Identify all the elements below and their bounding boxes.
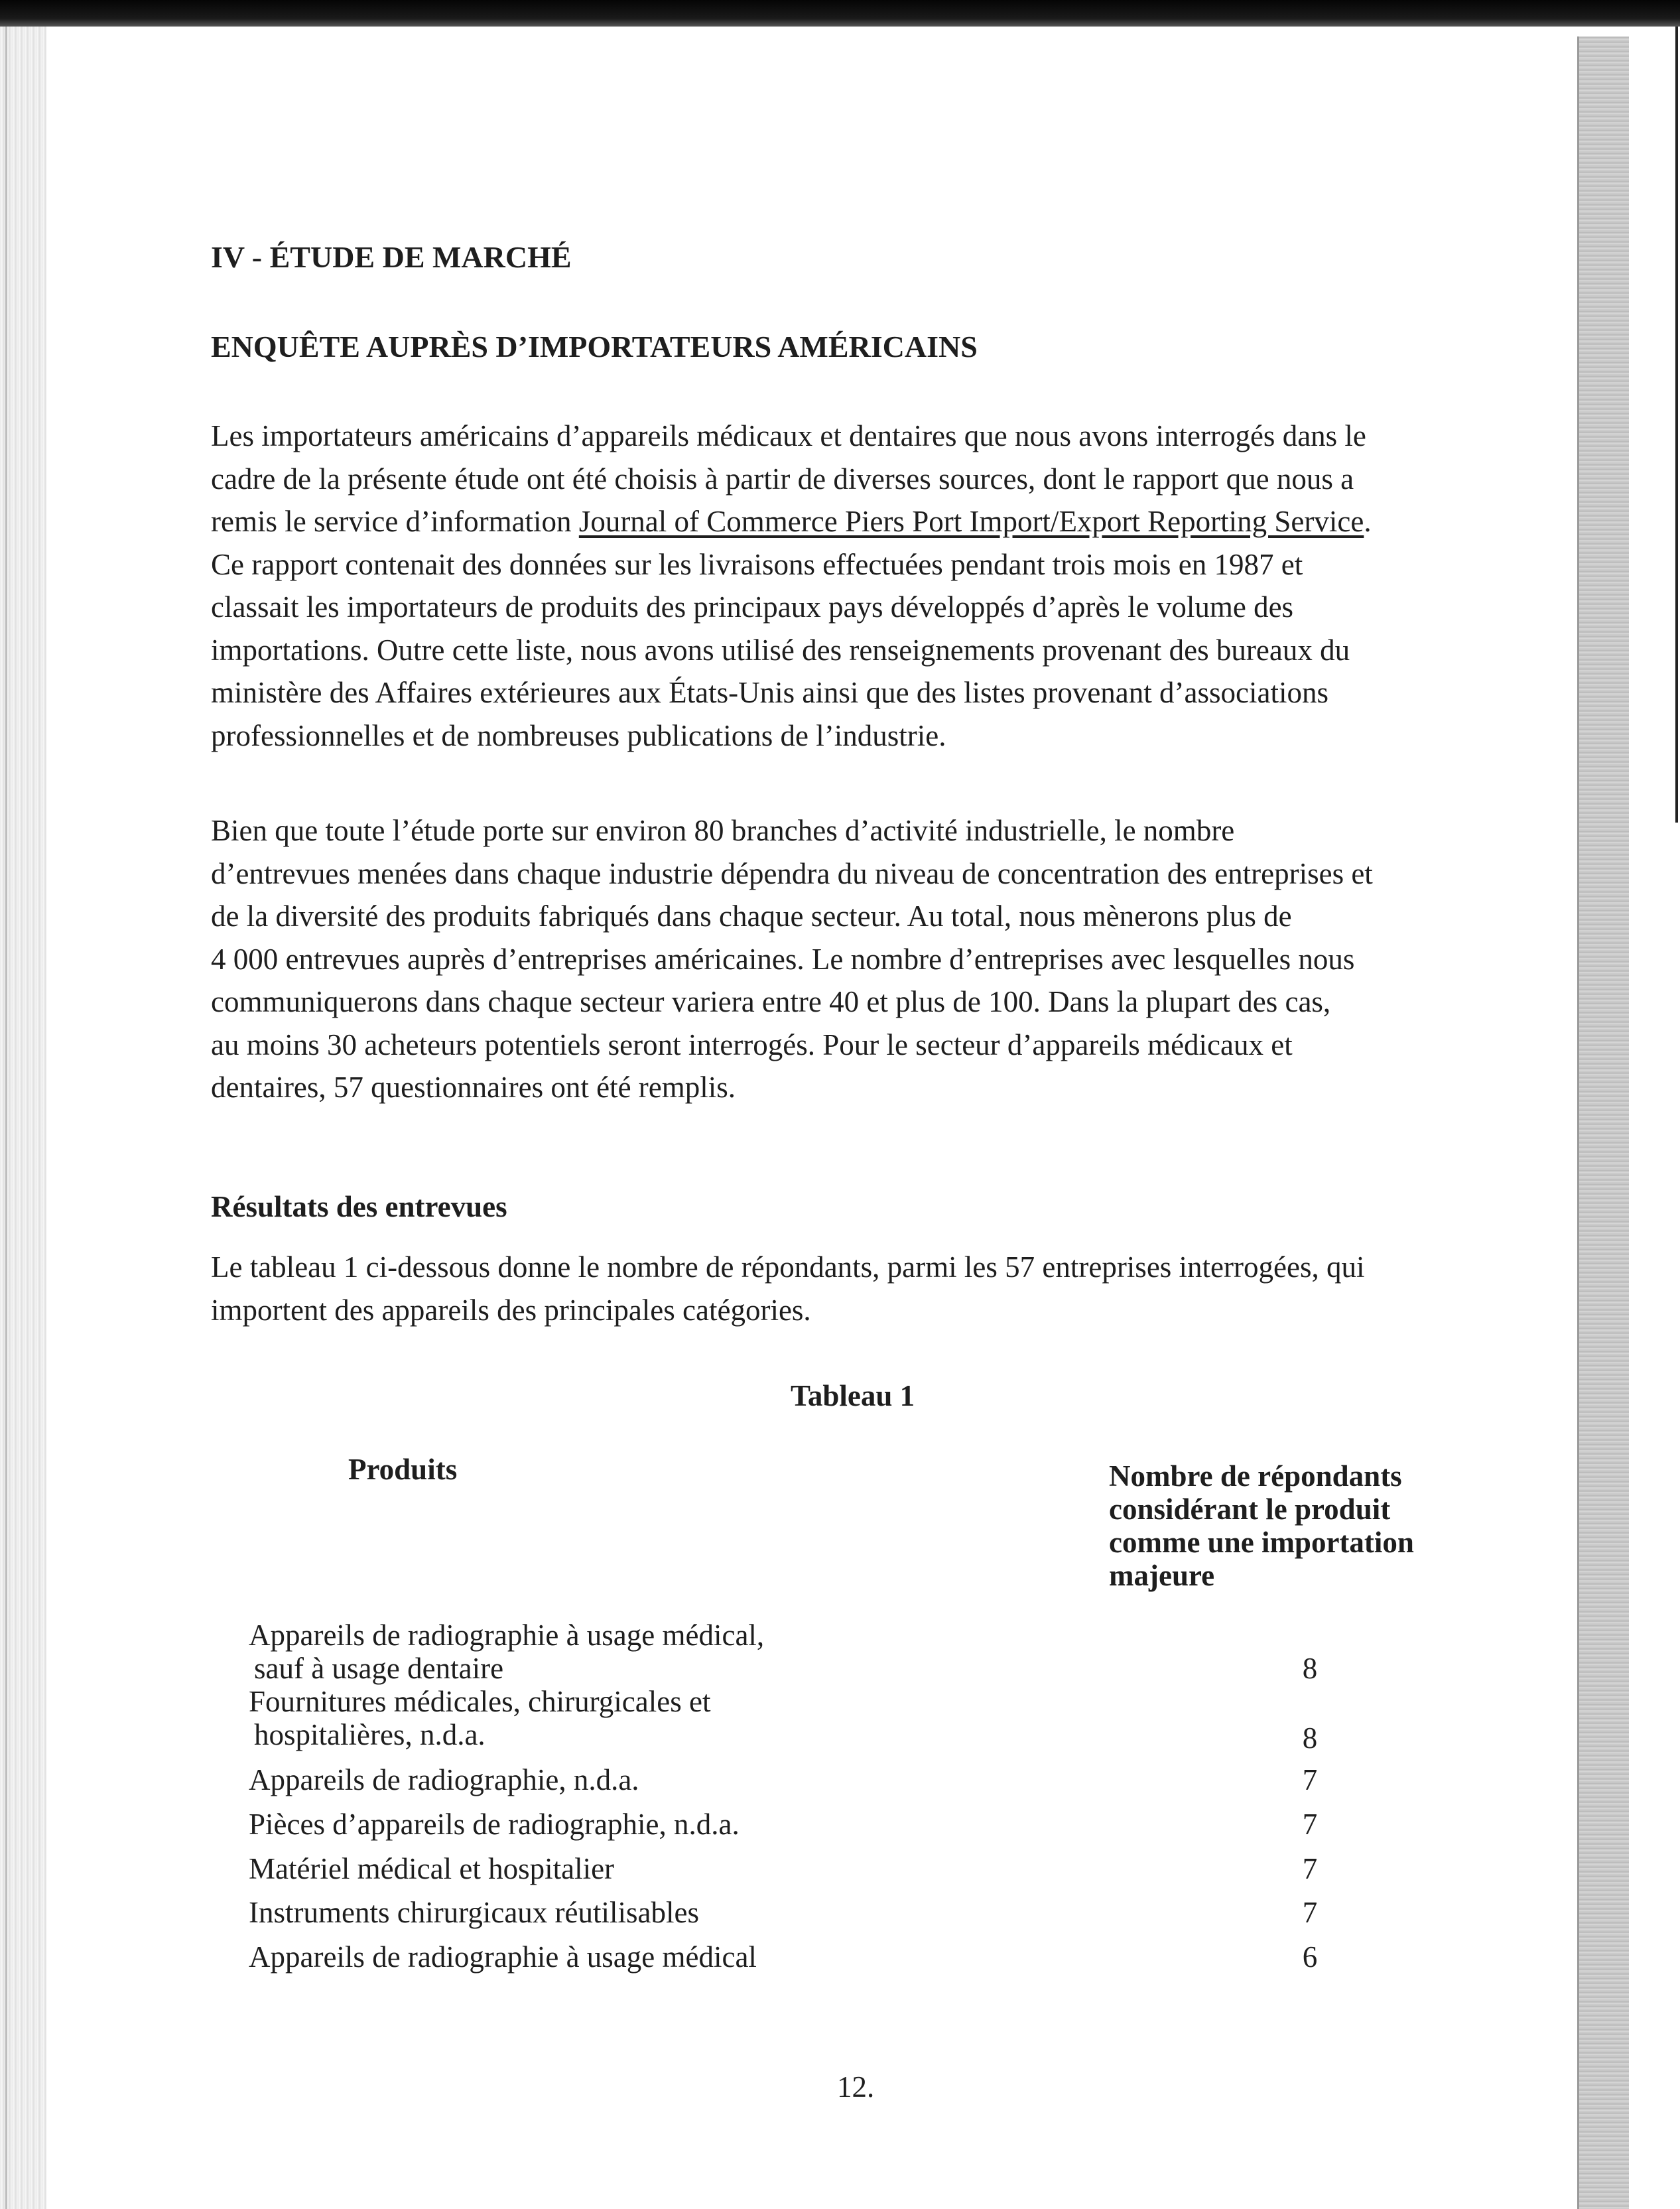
respondent-count: 8: [1302, 1652, 1318, 1685]
respondent-count: 7: [1302, 1896, 1318, 1929]
column-header-line: majeure: [1109, 1559, 1215, 1592]
product-label: [249, 1808, 740, 1841]
column-header-line: considérant le produit: [1109, 1493, 1391, 1526]
column-header-products: Produits: [348, 1453, 458, 1486]
paragraph-line: Le tableau 1 ci-dessous donne le nombre de répondants, parmi les 57 entreprises interrogées, qui: [211, 1250, 1365, 1284]
paragraph-sources: [211, 415, 1537, 757]
paragraph-line: importations. Outre cette liste, nous avons utilisé des renseignements provenant des bureaux du: [211, 633, 1350, 667]
paragraph-line: [211, 500, 1537, 543]
respondent-count: 6: [1302, 1940, 1318, 1974]
product-label-line: Matériel médical et hospitalier: [249, 1852, 615, 1885]
paragraph-line: Bien que toute l’étude porte sur environ 80 branches d’activité industrielle, le nombre: [211, 814, 1235, 847]
underlined-source-title: Journal of Commerce Piers Port Import/Export Reporting Service: [578, 505, 1364, 538]
line-suffix: .: [1364, 505, 1372, 538]
paragraph-line: de la diversité des produits fabriqués dans chaque secteur. Au total, nous mènerons plus de: [211, 900, 1292, 933]
paragraph-line: au moins 30 acheteurs potentiels seront interrogés. Pour le secteur d’appareils médicaux et: [211, 1028, 1293, 1061]
column-header-line: Nombre de répondants: [1109, 1459, 1402, 1493]
product-label-line: Fournitures médicales, chirurgicales et: [249, 1685, 711, 1718]
paragraph-line: classait les importateurs de produits des principaux pays développés d’après le volume des: [211, 590, 1294, 624]
respondent-count: 7: [1302, 1808, 1318, 1841]
column-header-line: comme une importation: [1109, 1526, 1414, 1559]
page-number: 12.: [837, 2070, 875, 2104]
paragraph-line: professionnelles et de nombreuses publications de l’industrie.: [211, 718, 946, 752]
paragraph-line: ministère des Affaires extérieures aux États-Unis ainsi que des listes provenant d’associations: [211, 676, 1328, 709]
respondent-count: 7: [1302, 1852, 1318, 1885]
product-label: [249, 1896, 699, 1929]
product-label: [249, 1619, 764, 1685]
section-title: IV - ÉTUDE DE MARCHÉ: [211, 240, 572, 274]
paragraph-line: communiquerons dans chaque secteur variera entre 40 et plus de 100. Dans la plupart des cas,: [211, 985, 1331, 1018]
product-label-line: Instruments chirurgicaux réutilisables: [249, 1896, 699, 1929]
product-label: [249, 1763, 639, 1796]
product-label: [249, 1685, 710, 1751]
product-label: [249, 1940, 757, 1974]
paragraph-line: 4 000 entrevues auprès d’entreprises américaines. Le nombre d’entreprises avec lesquelles nous: [211, 942, 1355, 976]
respondent-count: 7: [1302, 1763, 1318, 1796]
line-prefix: remis le service d’information: [211, 505, 579, 538]
product-label-line: Pièces d’appareils de radiographie, n.d.a.: [249, 1808, 740, 1841]
paragraph-line: Ce rapport contenait des données sur les livraisons effectuées pendant trois mois en 1987 et: [211, 547, 1303, 581]
paragraph-methodology: [211, 809, 1537, 1109]
respondent-count: 8: [1302, 1721, 1318, 1755]
product-label-line: Appareils de radiographie à usage médical: [249, 1940, 757, 1974]
product-label: [249, 1852, 614, 1885]
paragraph-line: Les importateurs américains d’appareils médicaux et dentaires que nous avons interrogés dans le: [211, 419, 1366, 452]
paragraph-line: d’entrevues menées dans chaque industrie dépendra du niveau de concentration des entreprises et: [211, 856, 1373, 890]
results-heading: Résultats des entrevues: [211, 1190, 507, 1223]
product-label-line: Appareils de radiographie à usage médical,: [249, 1619, 765, 1652]
product-label-line: Appareils de radiographie, n.d.a.: [249, 1763, 639, 1796]
paragraph-line: dentaires, 57 questionnaires ont été remplis.: [211, 1071, 736, 1104]
paragraph-line: cadre de la présente étude ont été choisis à partir de diverses sources, dont le rapport que nous a: [211, 462, 1354, 496]
subtitle: ENQUÊTE AUPRÈS D’IMPORTATEURS AMÉRICAINS: [211, 330, 978, 364]
paragraph-table-intro: [211, 1246, 1537, 1331]
product-label-line: hospitalières, n.d.a.: [254, 1718, 485, 1751]
paragraph-line: importent des appareils des principales catégories.: [211, 1293, 811, 1327]
table-title: Tableau 1: [791, 1379, 915, 1412]
column-header-respondents: [1109, 1459, 1414, 1592]
product-label-line: sauf à usage dentaire: [254, 1652, 504, 1685]
